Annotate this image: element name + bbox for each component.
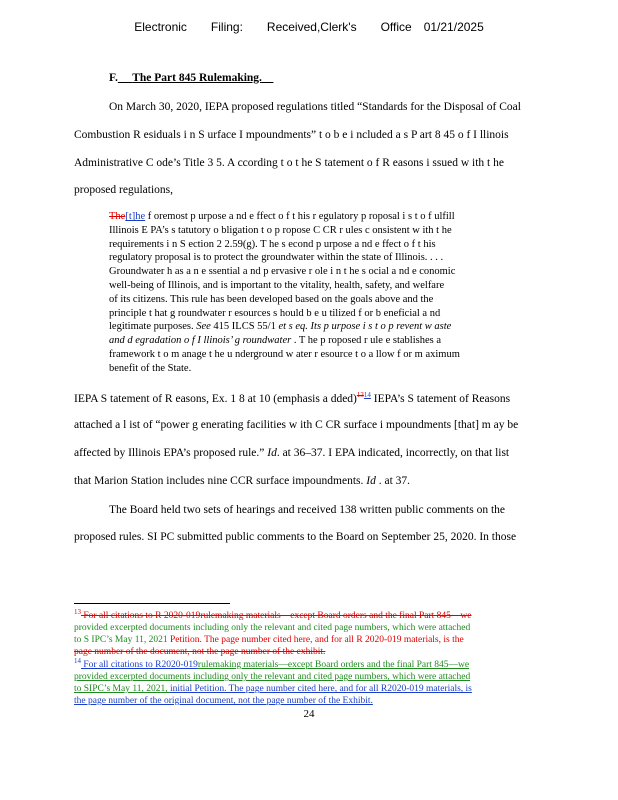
deleted-text: The bbox=[109, 211, 126, 222]
quote-line: legitimate purposes. See 415 ILCS 55/1 et s eq. Its p urpose i s t o p revent w aste bbox=[109, 321, 452, 333]
footnote-14: $^{14}$ For all citations to R2020-019rulemaking materials—except Board orders and the final Part 845—we provided excerpted documents including only the relevant and cited page numbers, which were attached to SIPC’s May 11, 2021, initial Petition. The page number cited here, and for all R2020-019 materials, is the page number of the original document, not the page number of the Exhibit. bbox=[74, 657, 472, 707]
header-filing: Filing: bbox=[210, 20, 243, 34]
footnote-ref-14[interactable]: 14 bbox=[363, 391, 371, 399]
header-office: Office bbox=[380, 20, 412, 34]
quote-line: of its citizens. This rule has been developed based on the goals above and the bbox=[109, 293, 434, 305]
para1-line4: proposed regulations, bbox=[74, 184, 174, 196]
quote-line: principle t hat g roundwater r esources s hould b e u tilized f or b eneficial a nd bbox=[109, 307, 441, 319]
para1-line3: Administrative C ode’s Title 3 5. A ccording t o t he S tatement o f R easons i ssued w ith t he bbox=[74, 157, 504, 169]
block-quote bbox=[109, 210, 460, 376]
footnote-separator bbox=[74, 603, 230, 604]
quote-line: The[t]he f oremost p urpose a nd e ffect o f t his r egulatory p roposal i s t o f ulfill bbox=[109, 211, 455, 222]
para1-line2: Combustion R esiduals i n S urface I mpoundments” t o b e i ncluded a s P art 8 45 o f I llinois bbox=[74, 129, 509, 141]
para3-line2: proposed rules. SI PC submitted public comments to the Board on September 25, 2020. In those bbox=[74, 531, 517, 543]
page-number: 24 bbox=[303, 708, 315, 720]
quote-line: benefit of the State. bbox=[109, 362, 192, 374]
header-date: 01/21/2025 bbox=[423, 20, 484, 34]
quote-line: and d egradation o f I llinois’ g roundwater . T he p roposed r ule e stablishes a bbox=[109, 335, 441, 347]
para1-line1: On March 30, 2020, IEPA proposed regulations titled “Standards for the Disposal of Coal bbox=[109, 101, 521, 113]
para3-line1: The Board held two sets of hearings and received 138 written public comments on the bbox=[109, 504, 506, 516]
quote-line: Illinois E PA’s s tatutory o bligation t o p ropose C CR r ules c onsistent w ith t he bbox=[109, 224, 452, 236]
section-heading bbox=[109, 72, 273, 84]
footnote-13: $^{13}$ For all citations to R 2020-019rulemaking materials—except Board orders and the final Part 845—we provided excerpted documents including only the relevant and cited page numbers, which were attached to S IPC’s May 11, 2021 Petition. The page number cited here, and for all R 2020-019 materials, is the page number of the document, not the page number of the exhibit. bbox=[74, 608, 472, 658]
quote-line: Groundwater h as a n e ssential a nd p ervasive r ole i n t he s ocial a nd e conomic bbox=[109, 266, 456, 278]
section-letter: F. bbox=[109, 72, 118, 84]
para2-line3: affected by Illinois EPA’s proposed rule.” Id. at 36–37. I EPA indicated, incorrectly, on that list bbox=[74, 447, 510, 459]
para2-line2: attached a l ist of “power g enerating facilities w ith C CR surface i mpoundments [that] m ay be bbox=[74, 419, 519, 431]
quote-line: framework t o m anage t he u nderground w ater r esource t o a llow f or m aximum bbox=[109, 348, 460, 360]
footnote-14-number: 14 bbox=[74, 657, 81, 665]
quote-line: well-being of Illinois, and is important to the vitality, health, safety, and welfare bbox=[109, 279, 445, 291]
header-electronic: Electronic bbox=[134, 20, 187, 34]
para2-line1: IEPA S tatement of R easons, Ex. 1 8 at 10 (emphasis a dded)$^{1314}$ IEPA’s S tatement of Reasons bbox=[74, 391, 511, 405]
quote-line: regulatory proposal is to protect the groundwater within the state of Illinois. . . . bbox=[109, 252, 444, 264]
footnote-13-number: 13 bbox=[74, 608, 81, 616]
quote-line: requirements i n S ection 2 2.59(g). T he s econd p urpose a nd e ffect o f t his bbox=[109, 238, 436, 250]
inserted-text: [t]he bbox=[125, 211, 146, 222]
para2-line4: that Marion Station includes nine CCR surface impoundments. Id . at 37. bbox=[74, 475, 411, 487]
section-title: The Part 845 Rulemaking. bbox=[132, 72, 262, 84]
filing-header bbox=[0, 20, 618, 34]
footnote-ref-13[interactable]: 13 bbox=[356, 391, 364, 399]
header-received: Received,Clerk's bbox=[266, 20, 357, 34]
